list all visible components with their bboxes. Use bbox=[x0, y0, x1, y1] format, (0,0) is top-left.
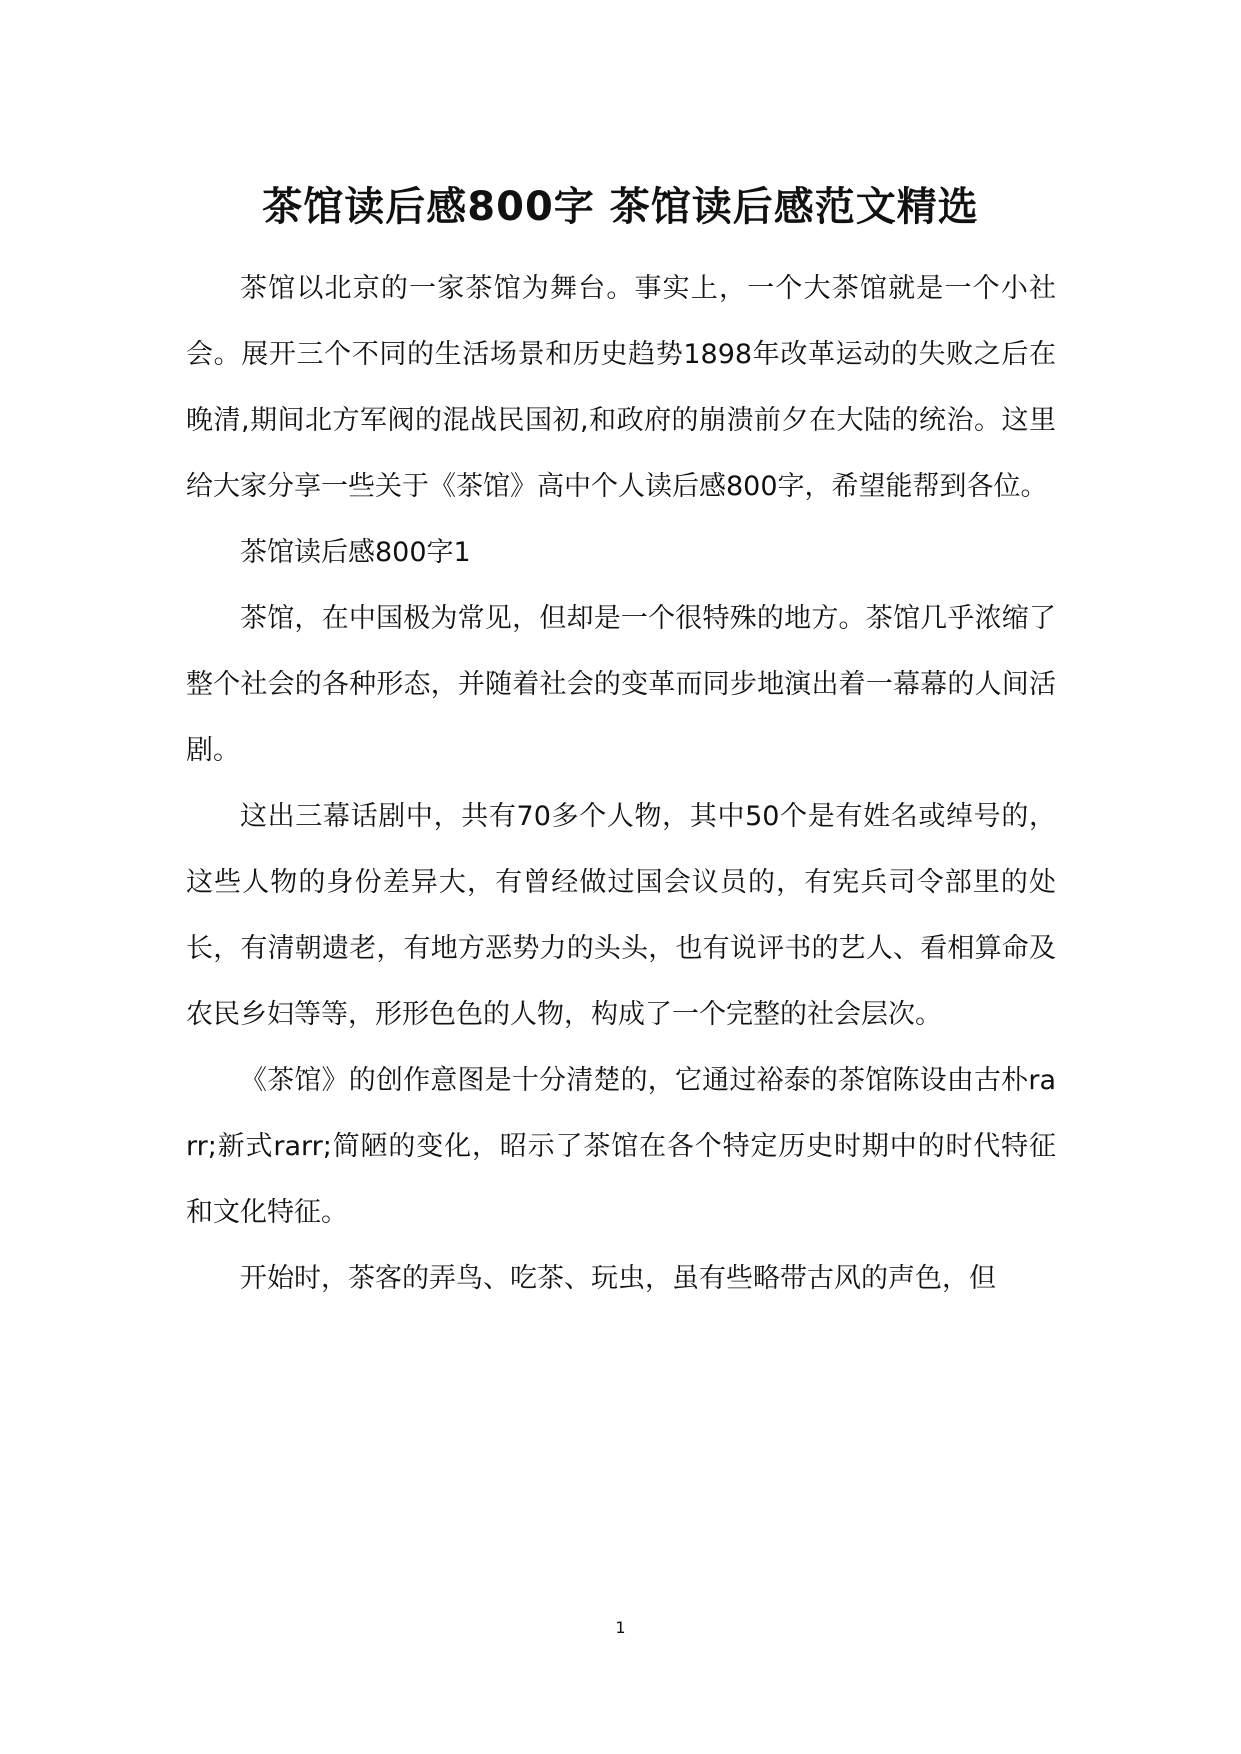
paragraph-teahouse: 茶馆，在中国极为常见，但却是一个很特殊的地方。茶馆几乎浓缩了整个社会的各种形态，并随着社会的变革而同步地演出着一幕幕的人间活剧。 bbox=[186, 603, 1056, 766]
paragraph-characters: 这出三幕话剧中，共有70多个人物，其中50个是有姓名或绰号的，这些人物的身份差异大，有曾经做过国会议员的，有宪兵司令部里的处长，有清朝遗老，有地方恶势力的头头，也有说评书的艺人、看相算命及农民乡妇等等，形形色色的人物，构成了一个完整的社会层次。 bbox=[186, 801, 1056, 1030]
document-body bbox=[186, 256, 1056, 1312]
section-heading: 茶馆读后感800字1 bbox=[240, 537, 471, 568]
document-title: 茶馆读后感800字 茶馆读后感范文精选 bbox=[262, 183, 979, 230]
page-number: 1 bbox=[615, 1618, 626, 1637]
paragraph-intent: 《茶馆》的创作意图是十分清楚的，它通过裕泰的茶馆陈设由古朴rarr;新式rarr;简陋的变化，昭示了茶馆在各个特定历史时期中的时代特征和文化特征。 bbox=[186, 1065, 1056, 1228]
paragraph-intro: 茶馆以北京的一家茶馆为舞台。事实上，一个大茶馆就是一个小社会。展开三个不同的生活场景和历史趋势1898年改革运动的失败之后在晚清,期间北方军阀的混战民国初,和政府的崩溃前夕在大陆的统治。这里给大家分享一些关于《茶馆》高中个人读后感800字，希望能帮到各位。 bbox=[186, 273, 1056, 502]
paragraph-beginning: 开始时，茶客的弄鸟、吃茶、玩虫，虽有些略带古风的声色，但 bbox=[240, 1263, 996, 1294]
